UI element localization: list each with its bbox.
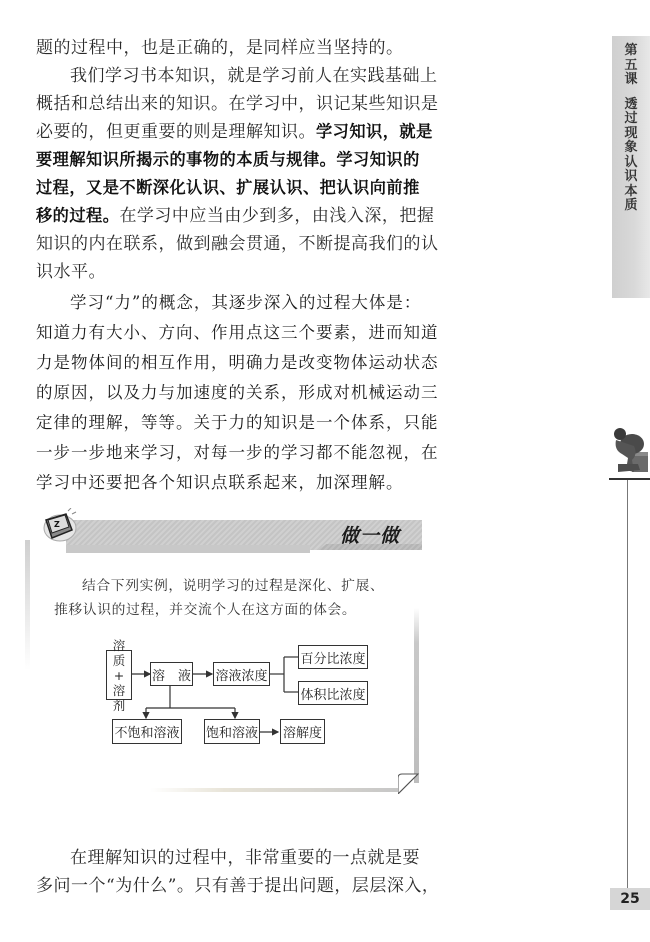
activity-box-bottom-border [150,788,400,792]
node-concentration: 溶液浓度 [213,662,270,686]
node-volume-concentration: 体积比浓度 [298,681,368,705]
node-solute-solvent: 溶质 + 溶剂 [106,650,132,700]
text-line: 知道力有大小、方向、作用点这三个要素，进而知道 [36,323,439,342]
text-bold: 学习知识，就是 [316,122,433,141]
text-line: 题的过程中，也是正确的，是同样应当坚持的。 [36,38,404,58]
lesson-label: 第五课 [624,43,638,87]
node-solubility: 溶解度 [280,719,325,744]
text-normal: 必要的，但更重要的则是理解知识。 [36,122,316,142]
text-line-bold: 要理解知识所揭示的事物的本质与规律。学习知识的 [36,150,420,169]
instruction-line: 结合下列实例，说明学习的过程是深化、扩展、 [82,578,385,594]
activity-box-right-border [414,608,419,783]
page-number: 25 [610,888,650,910]
activity-title: 做一做 [340,525,401,547]
text-bold: 移的过程。 [36,206,120,225]
text-line: 学习“力”的概念，其逐步深入的过程大体是： [70,293,422,312]
paragraph-asking-why [36,844,440,900]
text-line: 学习中还要把各个知识点联系起来，加深理解。 [36,473,404,492]
text-line: 定律的理解，等等。关于力的知识是一个体系，只能 [36,413,439,432]
text-line-bold: 过程，又是不断深化认识、扩展认识、把认识向前推 [36,178,420,197]
text-line: 一步一步地来学习，对每一步的学习都不能忽视，在 [36,443,439,462]
lesson-title: 透过现象认识本质 [624,96,638,213]
text-line: 在理解知识的过程中，非常重要的一点就是要 [70,848,420,868]
node-saturated-solution: 饱和溶液 [204,719,260,744]
node-solution: 溶 液 [150,662,193,686]
node-percent-concentration: 百分比浓度 [298,645,368,669]
text-line: 多问一个“为什么”。只有善于提出问题，层层深入， [36,876,440,896]
text-normal: 在学习中应当由少到多，由浅入深，把握 [119,206,435,226]
instruction-line: 推移认识的过程，并交流个人在这方面的体会。 [54,602,357,618]
text-line: 的原因，以及力与加速度的关系，形成对机械运动三 [36,383,439,402]
page-curl-icon [398,772,420,794]
text-line: 知识的内在联系，做到融会贯通，不断提高我们的认 [36,234,439,254]
text-line: 识水平。 [36,262,106,282]
text-line: 力是物体间的相互作用，明确力是改变物体运动状态 [36,353,439,372]
node-unsaturated-solution: 不饱和溶液 [112,719,182,744]
text-line: 概括和总结出来的知识。在学习中，识记某些知识是 [36,94,439,114]
svg-text:Z: Z [54,520,60,529]
text-line: 我们学习书本知识，就是学习前人在实践基础上 [70,66,438,86]
